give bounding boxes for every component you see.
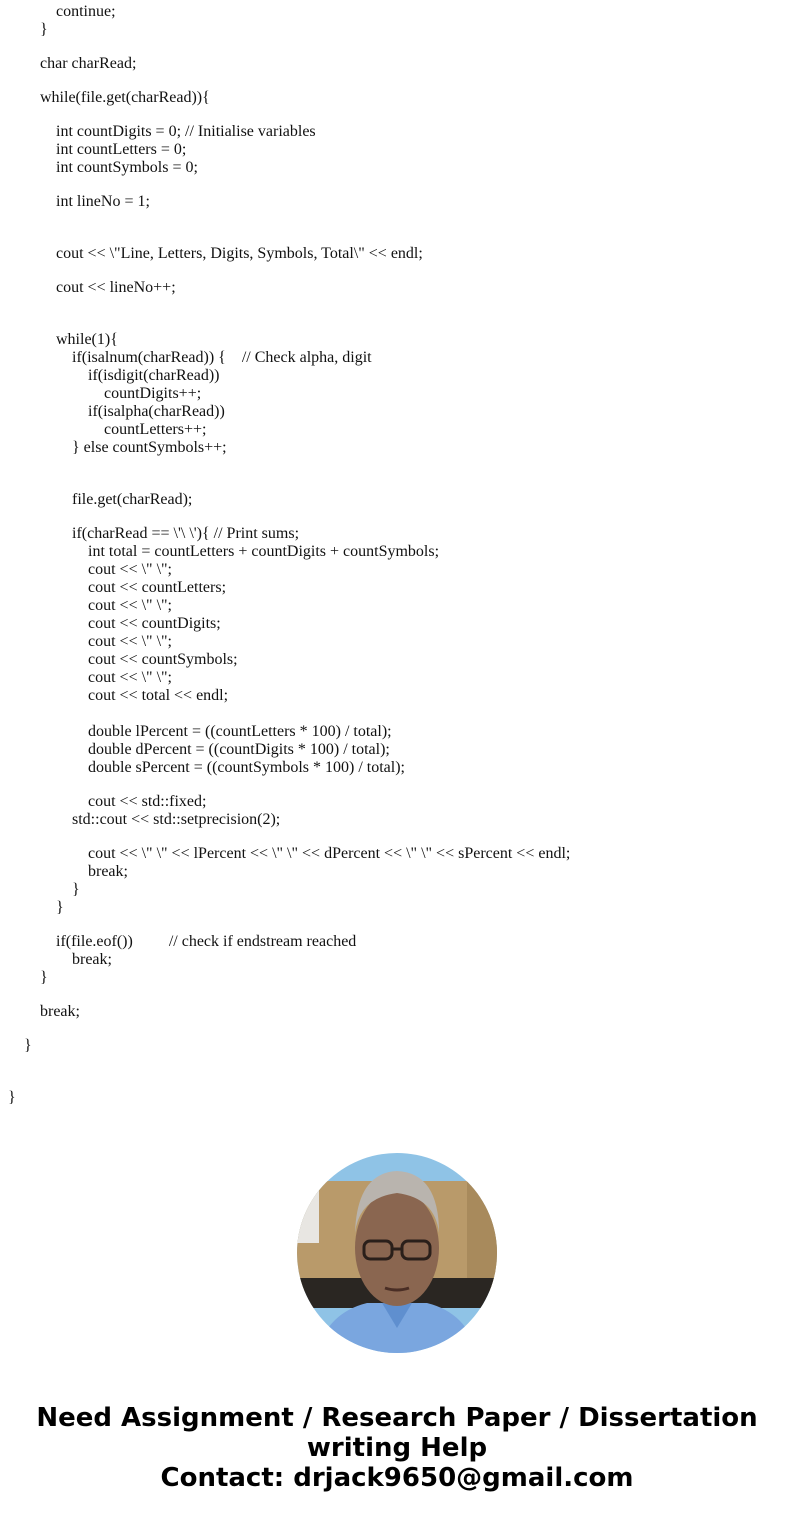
code-line: if(charRead == \'\ \'){ // Print sums; [72, 525, 300, 542]
code-line: } [24, 1037, 32, 1054]
code-line: if(isalpha(charRead)) [88, 403, 225, 420]
code-line: int countDigits = 0; // Initialise variables [56, 123, 316, 140]
code-line: int countSymbols = 0; [56, 159, 198, 176]
contact-email: Contact: drjack9650@gmail.com [160, 1463, 634, 1493]
code-line: cout << \" \"; [88, 669, 172, 686]
code-line: } [56, 899, 64, 916]
code-line: if(isalnum(charRead)) { // Check alpha, digit [72, 349, 372, 366]
code-line: cout << \"Line, Letters, Digits, Symbols, Total\" << endl; [56, 245, 423, 262]
code-line: while(file.get(charRead)){ [40, 89, 210, 106]
code-line: countLetters++; [104, 421, 207, 438]
code-line: break; [88, 863, 128, 880]
code-line: double dPercent = ((countDigits * 100) / total); [88, 741, 390, 758]
code-line: cout << \" \"; [88, 597, 172, 614]
code-line: double lPercent = ((countLetters * 100) / total); [88, 723, 392, 740]
code-line: cout << total << endl; [88, 687, 229, 704]
code-line: cout << \" \"; [88, 633, 172, 650]
code-line: } else countSymbols++; [72, 439, 227, 456]
code-line: continue; [56, 3, 116, 20]
code-line: cout << \" \"; [88, 561, 172, 578]
code-line: break; [72, 951, 112, 968]
code-line: std::cout << std::setprecision(2); [72, 811, 281, 828]
code-line: } [40, 21, 48, 38]
person-photo-icon [297, 1153, 497, 1353]
code-line: cout << countLetters; [88, 579, 227, 596]
code-line: break; [40, 1003, 80, 1020]
code-line: cout << lineNo++; [56, 279, 176, 296]
code-line: char charRead; [40, 55, 137, 72]
contact-banner [0, 1403, 794, 1493]
code-line: cout << std::fixed; [88, 793, 207, 810]
promo-subheadline: writing Help [306, 1433, 488, 1463]
code-line: cout << countDigits; [88, 615, 221, 632]
code-line: countDigits++; [104, 385, 202, 402]
code-line: } [72, 881, 80, 898]
code-line: int total = countLetters + countDigits + countSymbols; [88, 543, 440, 560]
code-line: cout << countSymbols; [88, 651, 238, 668]
code-line: if(file.eof()) // check if endstream reached [56, 933, 357, 950]
code-line: file.get(charRead); [72, 491, 193, 508]
code-line: cout << \" \" << lPercent << \" \" << dPercent << \" \" << sPercent << endl; [88, 845, 571, 862]
code-line: if(isdigit(charRead)) [88, 367, 220, 384]
code-line: } [8, 1089, 16, 1106]
author-avatar [297, 1153, 497, 1353]
code-line: while(1){ [56, 331, 118, 348]
code-line: int lineNo = 1; [56, 193, 150, 210]
promo-headline: Need Assignment / Research Paper / Dissertation [36, 1403, 758, 1433]
code-line: int countLetters = 0; [56, 141, 187, 158]
code-line: double sPercent = ((countSymbols * 100) / total); [88, 759, 405, 776]
code-line: } [40, 969, 48, 986]
